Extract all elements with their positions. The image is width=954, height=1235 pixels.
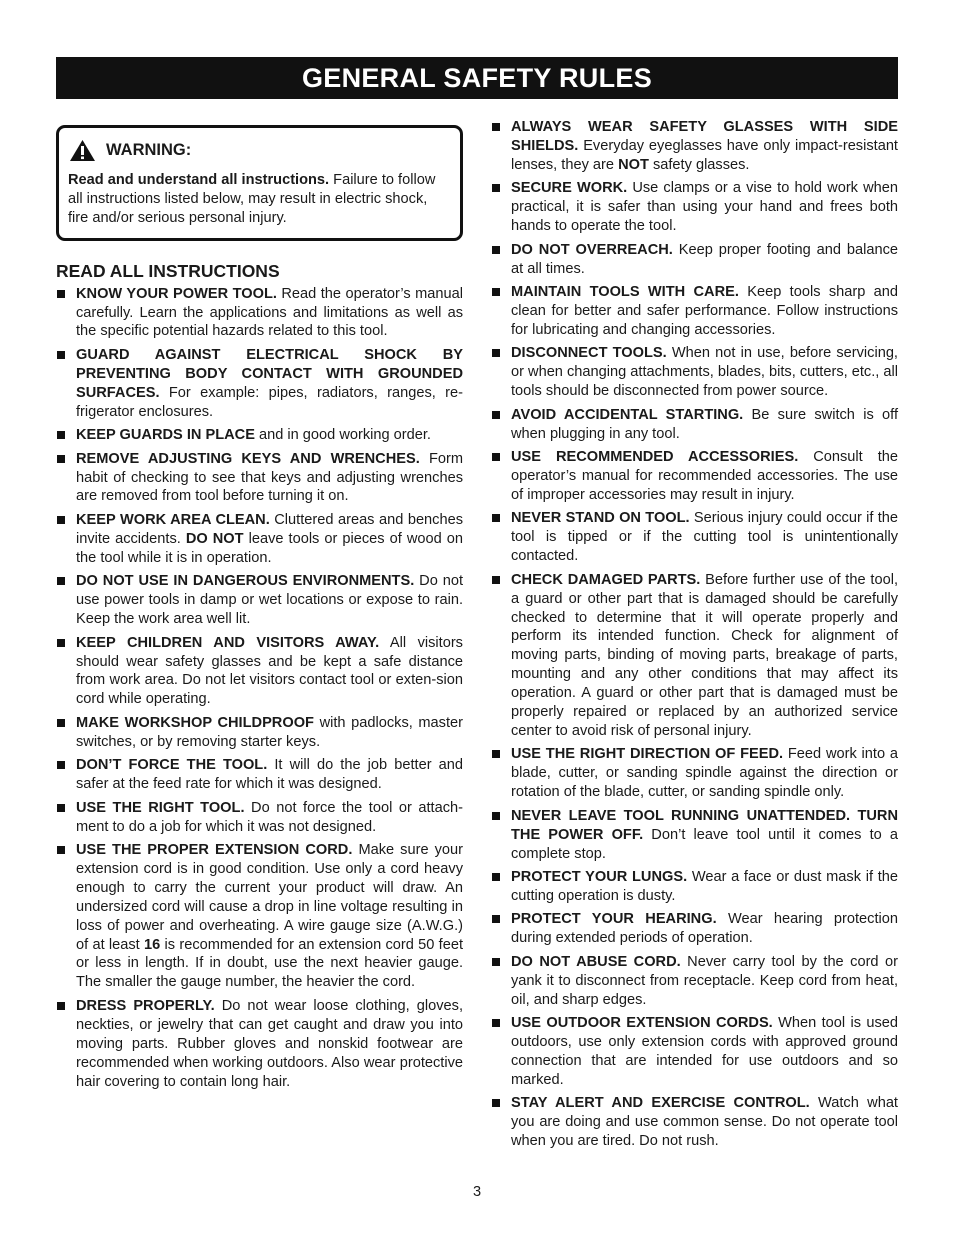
safety-rule-item <box>56 426 463 445</box>
rule-text: Wear hearing protection during extended periods of operation. <box>511 911 898 947</box>
safety-rule-item <box>56 756 463 794</box>
rule-text: Wear a face or dust mask if the cutting operation is dusty. <box>511 869 898 904</box>
warning-heading <box>69 139 450 162</box>
rule-heading: DON’T FORCE THE TOOL. <box>76 757 268 774</box>
square-bullet-icon <box>57 761 65 769</box>
page-title-bar <box>56 57 898 99</box>
rule-text: When not in use, before servicing, or when changing attachments, blades, bits, cutters, etc., all tools should be disconnected from power source. <box>511 345 898 400</box>
rule-heading: NEVER LEAVE TOOL RUNNING UNATTENDED. TURN THE POWER OFF. <box>511 807 898 843</box>
warning-text <box>68 171 450 228</box>
safety-rule-item <box>56 799 463 837</box>
rule-text: Before further use of the tool, a guard or other part that is damaged should be carefully checked to determine that it will operate properly and perform its intended function. Check for alignment of moving parts, binding of moving parts, breakage of parts, mounting and any other conditions that may affect its operation. A guard or other part that is damaged must be properly repaired or replaced by an authorized service center to avoid risk of personal injury. <box>511 571 898 739</box>
rule-text: Don’t leave tool until it comes to a complete stop. <box>511 826 899 862</box>
square-bullet-icon <box>492 246 500 254</box>
safety-rule-item <box>491 509 898 566</box>
rule-text: Do not wear loose clothing, gloves, neckties, or jewelry that can get caught and draw you into moving parts. Rubber gloves and nonskid footwear are recommended when working outdoors. Also wear protective hair covering to contain long hair. <box>76 997 463 1090</box>
right-rules-list <box>491 118 898 1151</box>
rule-heading: PROTECT YOUR HEARING. <box>511 911 717 928</box>
square-bullet-icon <box>57 639 65 647</box>
rule-text: It will do the job better and safer at the feed rate for which it was designed. <box>76 757 463 793</box>
square-bullet-icon <box>57 804 65 812</box>
right-column <box>491 118 898 1156</box>
rule-heading: USE THE RIGHT TOOL. <box>76 799 245 816</box>
rule-heading: REMOVE ADJUSTING KEYS AND WRENCHES. <box>76 450 420 467</box>
rule-text: Make sure your extension cord is in good condition. Use only a cord heavy enough to carry the current your product will draw. An undersized cord will cause a drop in line voltage resulting in loss of power and overheating. A wire gauge size (A.W.G.) of at least <box>76 842 463 953</box>
page-title: GENERAL SAFETY RULES <box>301 62 653 93</box>
rule-heading: 16 <box>144 936 161 953</box>
rule-heading: CHECK DAMAGED PARTS. <box>511 571 701 588</box>
safety-rule-item <box>491 179 898 236</box>
safety-rule-item <box>56 841 463 992</box>
rule-heading: USE OUTDOOR EXTENSION CORDS. <box>511 1015 773 1032</box>
rule-text: Form habit of checking to see that keys and adjusting wrenches are removed from tool before turning it on. <box>76 450 463 505</box>
square-bullet-icon <box>57 577 65 585</box>
rule-heading: USE THE PROPER EXTENSION CORD. <box>76 842 353 859</box>
safety-rule-item <box>491 953 898 1010</box>
rule-text: When tool is used outdoors, use only extension cords with approved ground connection that are intended for use outdoors and so marked. <box>511 1015 898 1088</box>
rule-heading: DO NOT USE IN DANGEROUS ENVIRONMENTS. <box>76 573 415 590</box>
safety-rule-item <box>491 745 898 802</box>
square-bullet-icon <box>57 719 65 727</box>
rule-text: is recommended for an extension cord 50 feet or less in length. If in doubt, use the next heavier gauge. The smaller the gauge number, the heavier the cord. <box>76 936 463 991</box>
rule-text: Read the operator’s manual carefully. Learn the applications and limitations as well as the specific potential hazards related to this tool. <box>76 285 463 340</box>
square-bullet-icon <box>492 184 500 192</box>
rule-text: and in good working order. <box>254 427 431 444</box>
rule-heading: SECURE WORK. <box>511 180 628 197</box>
rule-text: Do not use power tools in damp or wet locations or expose to rain. Keep the work area well lit. <box>76 573 463 628</box>
rule-heading: NEVER STAND ON TOOL. <box>511 510 690 527</box>
rule-text: Do not force the tool or attach-ment to do a job for which it was not designed. <box>76 799 463 835</box>
safety-rule-item <box>56 634 463 710</box>
rule-text: Consult the operator’s manual for recommended accessories. The use of improper accessories may result in injury. <box>511 449 898 503</box>
rule-heading: DISCONNECT TOOLS. <box>511 345 667 362</box>
rule-text: Never carry tool by the cord or yank it to disconnect from receptacle. Keep cord from heat, oil, and sharp edges. <box>511 953 898 1008</box>
safety-rule-item <box>491 118 898 175</box>
square-bullet-icon <box>492 812 500 820</box>
rule-heading: DRESS PROPERLY. <box>76 997 215 1014</box>
safety-rule-item <box>56 572 463 629</box>
left-rules-list <box>56 285 463 1092</box>
square-bullet-icon <box>492 453 500 461</box>
rule-text: All visitors should wear safety glasses and be kept a safe distance from work area. Do not let visitors contact tool or exten-sion cord while operating. <box>76 634 463 708</box>
rule-text: Serious injury could occur if the tool is tipped or if the cutting tool is unintentionally contacted. <box>511 510 899 565</box>
square-bullet-icon <box>57 351 65 359</box>
rule-heading: USE THE RIGHT DIRECTION OF FEED. <box>511 746 784 763</box>
safety-rule-item <box>491 868 898 906</box>
rule-heading: PROTECT YOUR LUNGS. <box>511 869 688 886</box>
page-number: 3 <box>472 1184 482 1200</box>
warning-label: WARNING: <box>106 141 192 160</box>
warning-body-text: Failure to follow all instructions listed below, may result in electric shock, fire and/or serious personal injury. <box>68 172 436 226</box>
square-bullet-icon <box>57 290 65 298</box>
rule-heading: GUARD AGAINST ELECTRICAL SHOCK BY PREVENTING BODY CONTACT WITH GROUNDED SURFACES. <box>76 346 463 401</box>
rule-heading: MAINTAIN TOOLS WITH CARE. <box>511 284 739 301</box>
rule-heading: NOT <box>618 156 649 173</box>
square-bullet-icon <box>492 288 500 296</box>
square-bullet-icon <box>492 514 500 522</box>
rule-text: Watch what you are doing and use common sense. Do not operate tool when you are tired. Do not rush. <box>511 1095 898 1150</box>
square-bullet-icon <box>492 915 500 923</box>
rule-text: with padlocks, master switches, or by removing starter keys. <box>76 714 463 750</box>
rule-heading: STAY ALERT AND EXERCISE CONTROL. <box>511 1095 810 1112</box>
safety-rule-item <box>491 910 898 948</box>
rule-text: Use clamps or a vise to hold work when practical, it is safer than using your hand and frees both hands to operate the tool. <box>511 180 898 235</box>
square-bullet-icon <box>492 873 500 881</box>
safety-rule-item <box>491 571 898 741</box>
safety-rule-item <box>56 346 463 422</box>
rule-heading: KEEP WORK AREA CLEAN. <box>76 511 270 528</box>
safety-rule-item <box>491 448 898 505</box>
left-column <box>56 118 463 1096</box>
safety-rule-item <box>56 511 463 568</box>
rule-heading: AVOID ACCIDENTAL STARTING. <box>511 406 744 423</box>
rule-heading: DO NOT <box>185 530 244 547</box>
square-bullet-icon <box>492 349 500 357</box>
rule-text: Be sure switch is off when plugging in any tool. <box>511 406 899 442</box>
square-bullet-icon <box>57 516 65 524</box>
square-bullet-icon <box>57 1002 65 1010</box>
rule-heading: DO NOT OVERREACH. <box>511 241 673 258</box>
safety-rule-item <box>491 283 898 340</box>
safety-rule-item <box>56 714 463 752</box>
safety-rule-item <box>491 241 898 279</box>
square-bullet-icon <box>57 846 65 854</box>
rule-text: leave tools or pieces of wood on the tool while it is in operation. <box>76 530 463 566</box>
square-bullet-icon <box>492 411 500 419</box>
rule-heading: DO NOT ABUSE CORD. <box>511 953 681 970</box>
warning-bold-text: Read and understand all instructions. <box>68 172 330 188</box>
rule-heading: MAKE WORKSHOP CHILDPROOF <box>76 714 314 731</box>
rule-text: Cluttered areas and benches invite accidents. <box>76 511 463 547</box>
safety-rule-item <box>56 285 463 342</box>
square-bullet-icon <box>492 1019 500 1027</box>
rule-heading: KNOW YOUR POWER TOOL. <box>76 285 277 302</box>
rule-heading: USE RECOMMENDED ACCESSORIES. <box>511 449 799 466</box>
safety-rule-item <box>491 344 898 401</box>
warning-triangle-icon <box>69 139 96 162</box>
safety-rule-item <box>491 1094 898 1151</box>
section-title: READ ALL INSTRUCTIONS <box>56 260 280 281</box>
rule-text: safety glasses. <box>648 156 750 173</box>
square-bullet-icon <box>492 576 500 584</box>
safety-rule-item <box>491 807 898 864</box>
warning-box <box>56 125 463 241</box>
square-bullet-icon <box>57 431 65 439</box>
safety-rule-item <box>491 1014 898 1090</box>
safety-rule-item <box>56 450 463 507</box>
square-bullet-icon <box>492 750 500 758</box>
safety-rule-item <box>491 406 898 444</box>
rule-text: Keep proper footing and balance at all times. <box>511 241 899 277</box>
square-bullet-icon <box>492 958 500 966</box>
rule-text: Feed work into a blade, cutter, or sanding spindle against the direction or rotation of the blade, cutter, or sanding spindle only. <box>511 746 898 801</box>
square-bullet-icon <box>57 455 65 463</box>
safety-rule-item <box>56 997 463 1092</box>
rule-text: Everyday eyeglasses have only impact-resistant lenses, they are <box>511 137 898 173</box>
rule-heading: ALWAYS WEAR SAFETY GLASSES WITH SIDE SHIELDS. <box>511 119 898 154</box>
square-bullet-icon <box>492 123 500 131</box>
rule-heading: KEEP CHILDREN AND VISITORS AWAY. <box>76 634 380 651</box>
square-bullet-icon <box>492 1099 500 1107</box>
rule-heading: KEEP GUARDS IN PLACE <box>76 427 255 444</box>
rule-text: For example: pipes, radiators, ranges, re-frigerator enclosures. <box>76 384 463 420</box>
rule-text: Keep tools sharp and clean for better and safer performance. Follow instructions for lubricating and changing accessories. <box>511 284 899 338</box>
